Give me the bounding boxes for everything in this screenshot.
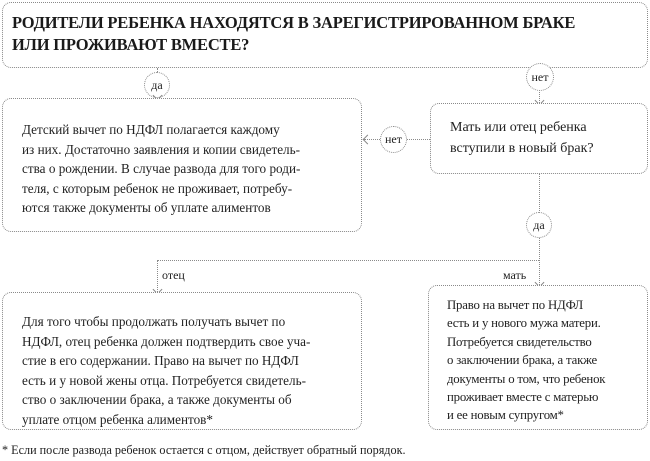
text-line: Детский вычет по НДФЛ полагается каждому <box>22 122 280 137</box>
title-line-2: ИЛИ ПРОЖИВАЮТ ВМЕСТЕ? <box>12 35 250 54</box>
text-line: документы о том, что ребенок <box>447 371 606 386</box>
text-line: ство о заключении брака, а также документы об <box>22 392 292 408</box>
yes-top-label: да <box>151 77 163 92</box>
text-line: НДФЛ, отец ребенка должен подтвердить свое уча- <box>22 333 311 349</box>
yes-middle-circle <box>526 212 552 238</box>
text-line: Для того чтобы продолжать получать вычет по <box>22 314 286 329</box>
connector-branch-horizontal <box>157 260 539 261</box>
mother-remarried-text <box>447 296 647 425</box>
new-marriage-question-box <box>430 103 648 174</box>
mother-remarried-box <box>428 285 648 430</box>
text-line: Потребуется свидетельство <box>447 334 592 349</box>
footnote: * Если после развода ребенок остается с отцом, действует обратный порядок. <box>2 443 406 457</box>
text-line: стие в его содержании. Право на вычет по НДФЛ <box>22 353 299 369</box>
text-line: уплате отцом ребенка алиментов* <box>22 411 213 427</box>
title-line-1: РОДИТЕЛИ РЕБЕНКА НАХОДЯТСЯ В ЗАРЕГИСТРИРОВАННОМ БРАКЕ <box>12 13 576 32</box>
father-branch-label: отец <box>162 268 185 282</box>
mother-branch-label: мать <box>503 268 527 282</box>
new-marriage-question-text <box>450 117 645 159</box>
father-remarried-text <box>22 312 362 430</box>
text-line: из них. Достаточно заявления и копии свидетель- <box>22 141 301 157</box>
father-remarried-box <box>2 292 362 430</box>
arrow-left-icon <box>363 135 373 145</box>
all-parents-deduction-text <box>22 120 362 218</box>
text-line: есть и у нового мужа матери. <box>447 316 601 331</box>
no-top-label: нет <box>531 69 549 84</box>
text-line: о заключении брака, а также <box>447 353 598 368</box>
yes-middle-label: да <box>533 217 545 232</box>
text-line: проживает вместе с матерью <box>447 390 599 405</box>
all-parents-deduction-box <box>2 98 362 232</box>
text-line: ства о рождении. В случае развода для того роди- <box>22 161 301 177</box>
no-top-circle <box>526 63 554 91</box>
text-line: Мать или отец ребенка <box>450 120 587 135</box>
text-line: ются также документы об уплате алиментов <box>22 200 271 216</box>
main-question-box <box>2 2 648 68</box>
text-line: вступили в новый брак? <box>450 141 594 156</box>
no-middle-circle <box>380 126 407 153</box>
main-question-title <box>12 12 632 56</box>
no-middle-label: нет <box>385 132 402 146</box>
text-line: теля, с которым ребенок не проживает, потребу- <box>22 180 293 196</box>
text-line: есть и у новой жены отца. Потребуется свидетель- <box>22 372 307 388</box>
text-line: и ее новым супругом* <box>447 408 564 423</box>
text-line: Право на вычет по НДФЛ <box>447 298 583 312</box>
